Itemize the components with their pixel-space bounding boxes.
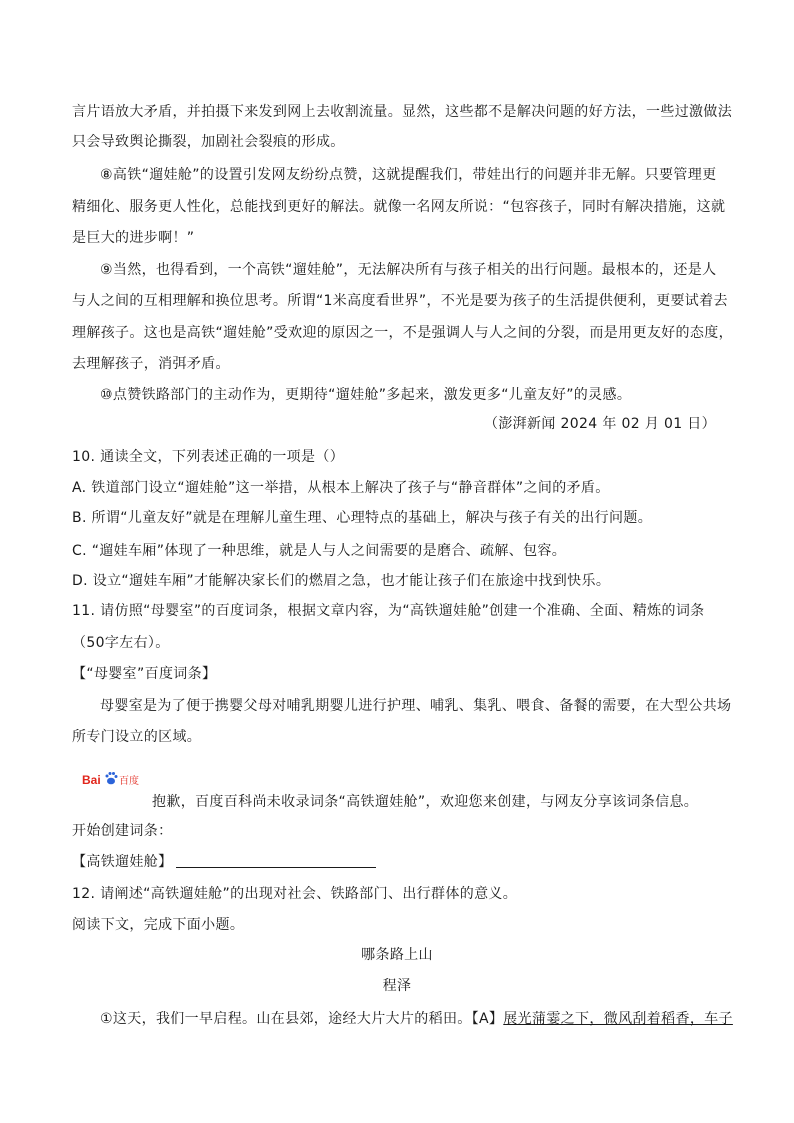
paragraph-9: ⑨当然，也得看到，一个高铁“遛娃舱”，无法解决所有与孩子相关的出行问题。最根本的，还是人 xyxy=(100,262,717,278)
article-title: 哪条路上山 xyxy=(361,947,433,963)
article-author: 程泽 xyxy=(382,978,412,994)
reading-instruction: 阅读下文，完成下面小题。 xyxy=(72,917,245,933)
passage-line: 与人之间的互相理解和换位思考。所谓“1米高度看世界”，不光是要为孩子的生活提供便利，更要试着去 xyxy=(72,293,728,309)
answer-blank[interactable] xyxy=(176,853,376,868)
source-citation: （澎湃新闻 2024 年 02 月 01 日） xyxy=(483,416,716,432)
passage-line: 精细化、服务更人性化，总能找到更好的解法。就像一名网友所说：“包容孩子，同时有解决措施，这就 xyxy=(72,199,726,215)
svg-text:百度: 百度 xyxy=(119,776,139,787)
entry-title: 【“母婴室”百度词条】 xyxy=(72,666,217,682)
passage-line: 理解孩子。这也是高铁“遛娃舱”受欢迎的原因之一，不是强调人与人之间的分裂，而是用更友好的态度， xyxy=(72,325,733,341)
question-10-stem: 10. 通读全文，下列表述正确的一项是（） xyxy=(72,449,345,465)
option-c: C. “遛娃车厢”体现了一种思维，就是人与人之间需要的是磨合、疏解、包容。 xyxy=(72,543,567,559)
option-b: B. 所谓“儿童友好”就是在理解儿童生理、心理特点的基础上，解决与孩子有关的出行问题。 xyxy=(72,510,653,526)
new-entry-title: 【高铁遛娃舱】 xyxy=(72,854,173,870)
option-a: A. 铁道部门设立“遛娃舱”这一举措，从根本上解决了孩子与“静音群体”之间的矛盾。 xyxy=(72,480,610,496)
paragraph-text: ①这天，我们一早启程。山在县郊，途经大片大片的稻田。【A】 xyxy=(100,1011,504,1027)
question-12-stem: 12. 请阐述“高铁遛娃舱”的出现对社会、铁路部门、出行群体的意义。 xyxy=(72,886,518,902)
entry-text-cont: 所专门设立的区域。 xyxy=(72,729,202,745)
paw-icon xyxy=(106,772,118,784)
passage-line: 只会导致舆论撕裂，加剧社会裂痕的形成。 xyxy=(72,134,345,150)
svg-text:Bai: Bai xyxy=(82,773,101,787)
paragraph-8: ⑧高铁“遛娃舱”的设置引发网友纷纷点赞，这就提醒我们，带娃出行的问题并非无解。只要管理更 xyxy=(100,167,717,183)
article-paragraph-1 xyxy=(100,1010,733,1028)
question-11-stem-cont: （50字左右）。 xyxy=(72,635,170,651)
paragraph-10: ⑩点赞铁路部门的主动作为，更期待“遛娃舱”多起来，激发更多“儿童友好”的灵感。 xyxy=(100,387,632,403)
baidu-logo xyxy=(82,768,144,790)
passage-line: 去理解孩子，消弭矛盾。 xyxy=(72,356,230,372)
passage-line: 是巨大的进步啊！” xyxy=(72,230,195,246)
option-d: D. 设立“遛娃车厢”才能解决家长们的燃眉之急，也才能让孩子们在旅途中找到快乐。 xyxy=(72,573,611,589)
create-entry-label: 开始创建词条： xyxy=(72,823,173,839)
baidu-message: 抱歉，百度百科尚未收录词条“高铁遛娃舱”，欢迎您来创建，与网友分享该词条信息。 xyxy=(152,794,699,810)
entry-text: 母婴室是为了便于携婴父母对哺乳期婴儿进行护理、哺乳、集乳、喂食、备餐的需要，在大型公共场 xyxy=(100,698,732,714)
underlined-sentence: 展光蒲霎之下，微风刮着稻香，车子 xyxy=(503,1011,733,1027)
passage-line: 言片语放大矛盾，并拍摄下来发到网上去收割流量。显然，这些都不是解决问题的好方法，一些过激做法 xyxy=(72,104,733,120)
new-entry-line xyxy=(72,853,722,871)
question-11-stem: 11. 请仿照“母婴室”的百度词条，根据文章内容，为“高铁遛娃舱”创建一个准确、全面、精炼的词条 xyxy=(72,603,705,619)
